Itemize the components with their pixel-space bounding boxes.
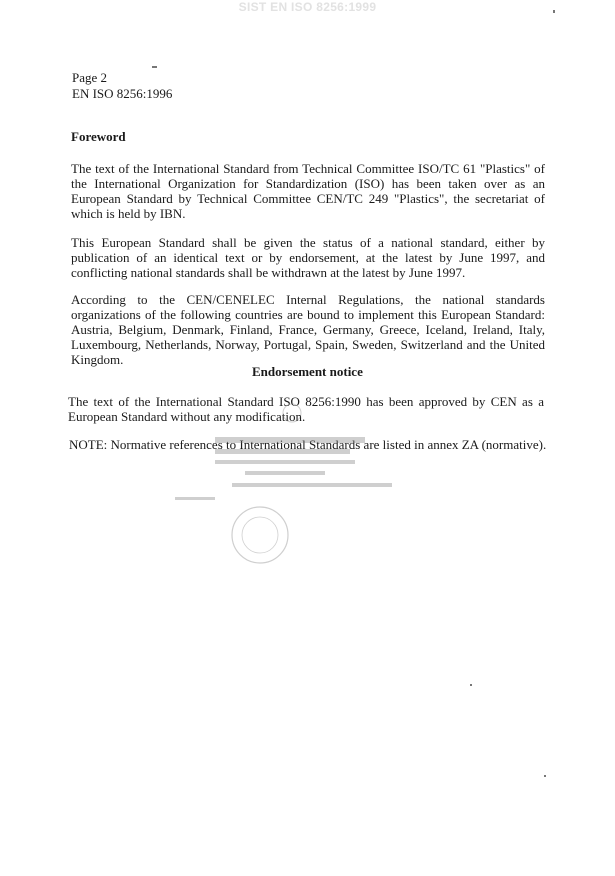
foreword-heading: Foreword [71,129,126,144]
page-header [72,70,172,102]
scan-speck [470,684,472,686]
foreword-paragraph-3: According to the CEN/CENELEC Internal Regulations, the national standards organizations of the following countries are bound to implement this European Standard: Austria, Belgium, Denmark, Finland, France, Germany, Greece, Iceland, Ireland, Italy, Luxembourg, Netherlands, Norway, Portugal, Spain, Sweden, Switzerland and the United Kingdom. [71,292,545,367]
scan-speck [152,66,157,68]
watermark: SIST EN ISO 8256:1999 [238,0,377,14]
scan-speck [544,775,546,777]
library-stamp [170,395,400,565]
scan-speck [553,10,555,13]
normative-note: NOTE: Normative references to International Standards are listed in annex ZA (normative). [69,437,547,452]
page-number: Page 2 [72,70,108,85]
foreword-paragraph-2: This European Standard shall be given the status of a national standard, either by publication of an identical text or by endorsement, at the latest by June 1997, and conflicting national standards shall be withdrawn at the latest by June 1997. [71,235,545,280]
endorsement-heading: Endorsement notice [252,364,363,379]
standard-id: EN ISO 8256:1996 [72,86,173,101]
foreword-paragraph-1: The text of the International Standard from Technical Committee ISO/TC 61 "Plastics" of the International Organization for Standardization (ISO) has been taken over as an European Standard by Technical Committee CEN/TC 249 "Plastics", the secretariat of which is held by IBN. [71,161,545,221]
endorsement-paragraph: The text of the International Standard ISO 8256:1990 has been approved by CEN as a European Standard without any modification. [68,394,544,424]
